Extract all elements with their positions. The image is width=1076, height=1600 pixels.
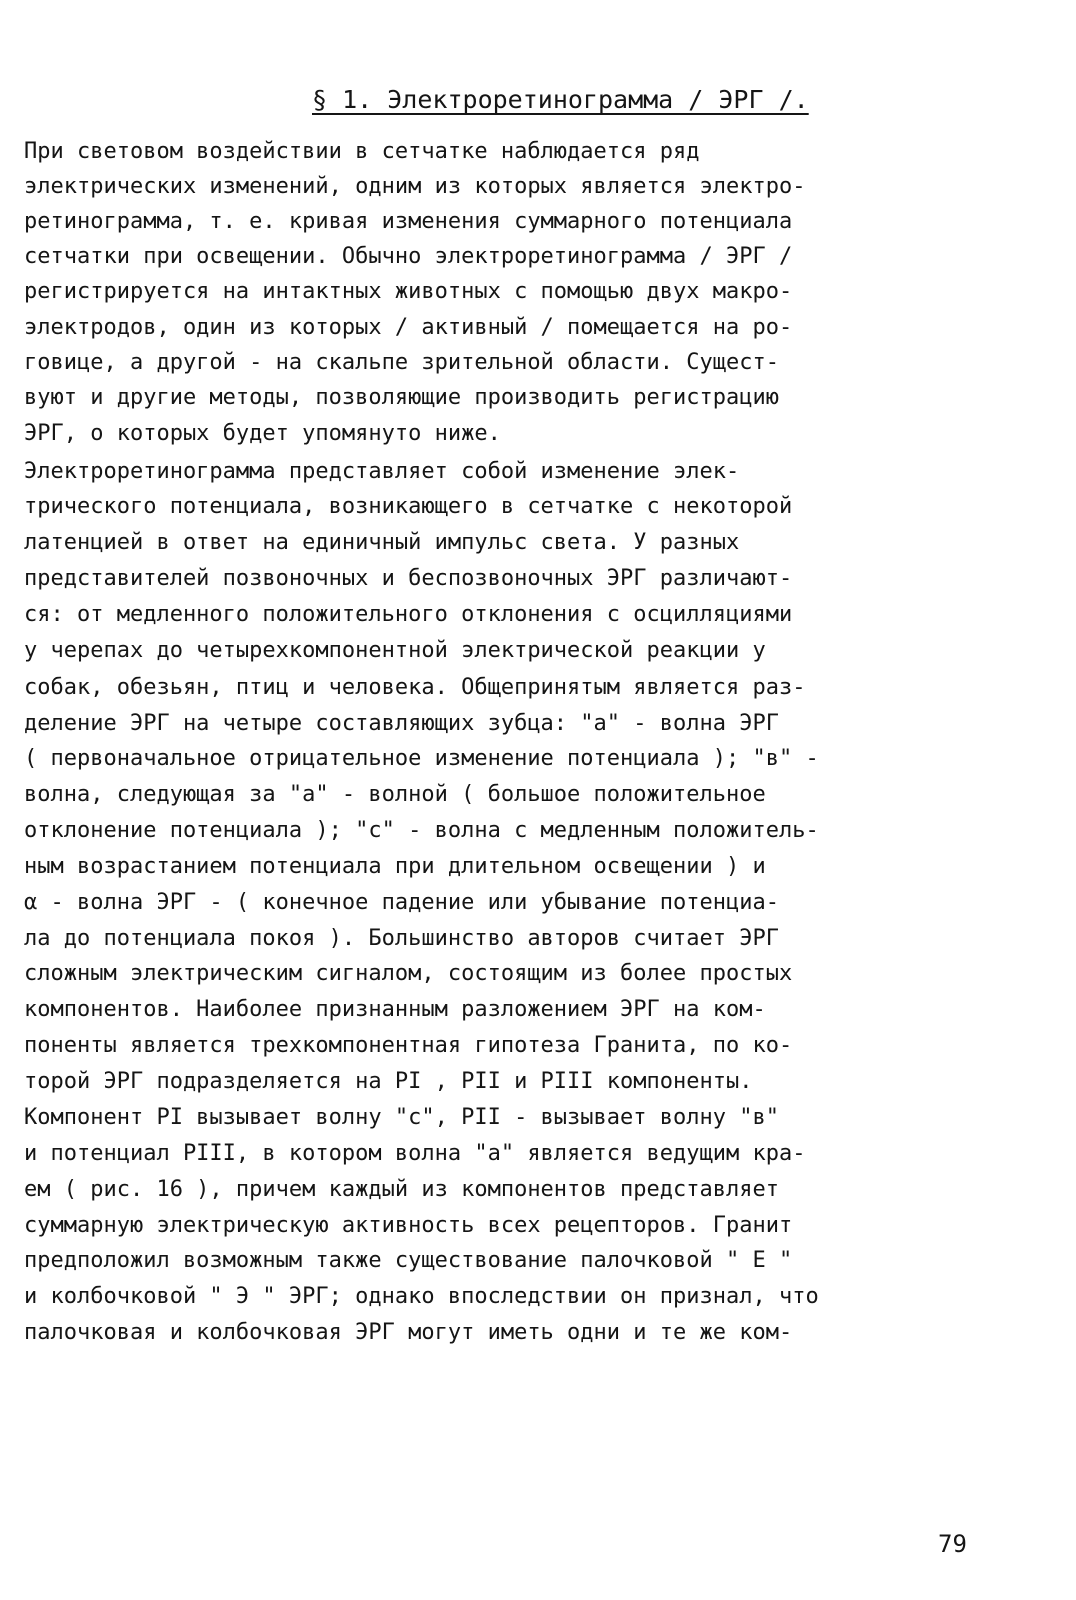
text-line: и колбочковой " Э " ЭРГ; однако впоследствии он признал, что bbox=[24, 1284, 819, 1309]
text-line: регистрируется на интактных животных с помощью двух макро- bbox=[24, 279, 793, 304]
text-line: и потенциал PIII, в котором волна "а" является ведущим кра- bbox=[24, 1141, 806, 1166]
text-line: Электроретинограмма представляет собой изменение элек- bbox=[24, 459, 740, 484]
text-line: электродов, один из которых / активный / помещается на ро- bbox=[24, 315, 793, 340]
text-line: При световом воздействии в сетчатке наблюдается ряд bbox=[24, 139, 700, 164]
text-line: ся: от медленного положительного отклонения с осцилляциями bbox=[24, 602, 793, 627]
text-line: ем ( рис. 16 ), причем каждый из компонентов представляет bbox=[24, 1177, 779, 1202]
text-line: ретинограмма, т. е. кривая изменения суммарного потенциала bbox=[24, 209, 793, 234]
text-line: Компонент PI вызывает волну "с", PII - вызывает волну "в" bbox=[24, 1105, 779, 1130]
text-line: суммарную электрическую активность всех рецепторов. Гранит bbox=[24, 1213, 793, 1238]
text-line: сложным электрическим сигналом, состоящим из более простых bbox=[24, 961, 793, 986]
text-line: представителей позвоночных и беспозвоночных ЭРГ различают- bbox=[24, 566, 793, 591]
text-line: электрических изменений, одним из которых является электро- bbox=[24, 174, 806, 199]
text-line: ЭРГ, о которых будет упомянуто ниже. bbox=[24, 421, 501, 446]
text-line: отклонение потенциала ); "с" - волна с медленным положитель- bbox=[24, 818, 819, 843]
text-line: компонентов. Наиболее признанным разложением ЭРГ на ком- bbox=[24, 997, 766, 1022]
text-line: сетчатки при освещении. Обычно электроретинограмма / ЭРГ / bbox=[24, 244, 793, 269]
text-line: палочковая и колбочковая ЭРГ могут иметь одни и те же ком- bbox=[24, 1320, 793, 1345]
text-line: у черепах до четырехкомпонентной электрической реакции у bbox=[24, 638, 766, 663]
text-line: собак, обезьян, птиц и человека. Общепринятым является раз- bbox=[24, 675, 806, 700]
text-line: деление ЭРГ на четыре составляющих зубца: "а" - волна ЭРГ bbox=[24, 711, 779, 736]
section-heading: § 1. Электроретинограмма / ЭРГ /. bbox=[312, 85, 809, 114]
text-line: ( первоначальное отрицательное изменение потенциала ); "в" - bbox=[24, 746, 819, 771]
text-line: ла до потенциала покоя ). Большинство авторов считает ЭРГ bbox=[24, 926, 779, 951]
text-line: торой ЭРГ подразделяется на PI , PII и PIII компоненты. bbox=[24, 1069, 753, 1094]
text-line: волна, следующая за "а" - волной ( большое положительное bbox=[24, 782, 766, 807]
page-number: 79 bbox=[938, 1530, 967, 1558]
text-line: предположил возможным также существование палочковой " E " bbox=[24, 1248, 793, 1273]
text-line: α - волна ЭРГ - ( конечное падение или убывание потенциа- bbox=[24, 890, 779, 915]
text-line: ным возрастанием потенциала при длительном освещении ) и bbox=[24, 854, 766, 879]
text-line: говице, а другой - на скальпе зрительной области. Сущест- bbox=[24, 350, 779, 375]
text-line: поненты является трехкомпонентная гипотеза Гранита, по ко- bbox=[24, 1033, 793, 1058]
text-line: вуют и другие методы, позволяющие производить регистрацию bbox=[24, 385, 779, 410]
text-line: трического потенциала, возникающего в сетчатке с некоторой bbox=[24, 494, 793, 519]
text-line: латенцией в ответ на единичный импульс света. У разных bbox=[24, 530, 740, 555]
